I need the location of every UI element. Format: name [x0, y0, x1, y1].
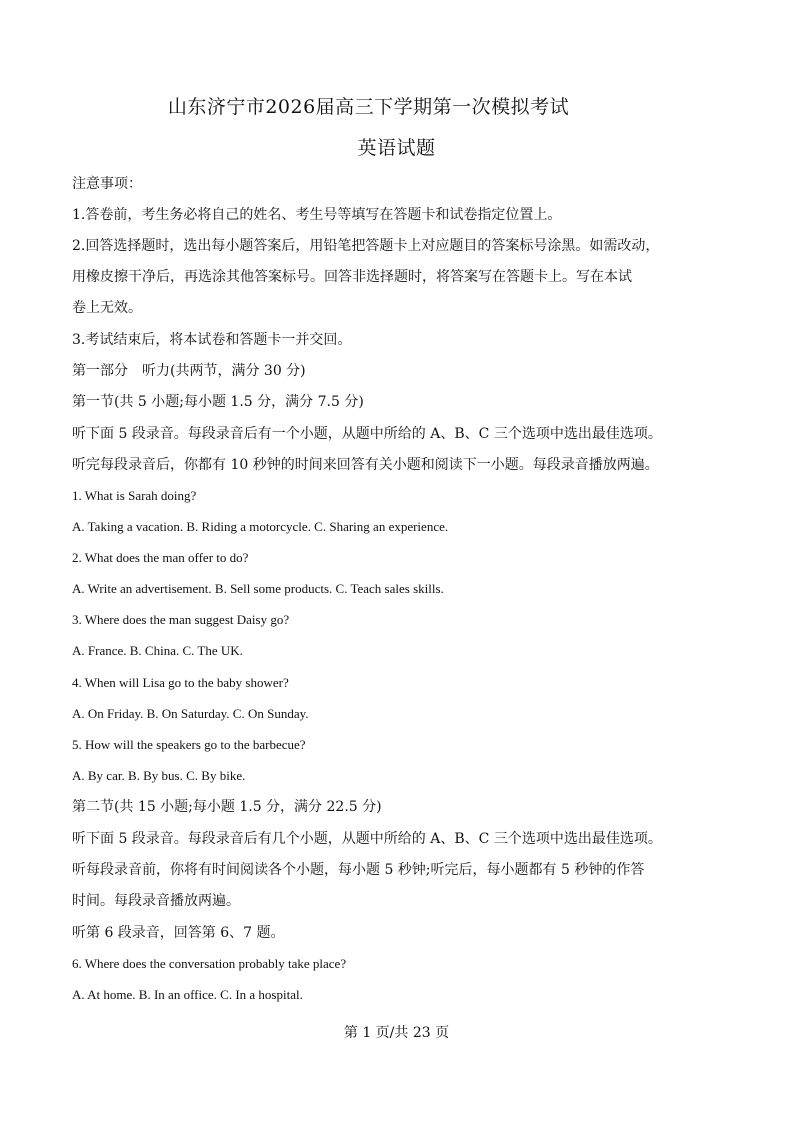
question-3: 3. Where does the man suggest Daisy go? — [72, 612, 290, 627]
section1-heading: 第一节(共 5 小题;每小题 1.5 分，满分 7.5 分) — [72, 394, 364, 410]
notice-heading: 注意事项： — [72, 176, 142, 192]
question-5: 5. How will the speakers go to the barbecue? — [72, 737, 306, 752]
page-footer: 第 1 页/共 23 页 — [343, 1025, 450, 1041]
section1-instructions-line-2: 听完每段录音后，你都有 10 秒钟的时间来回答有关小题和阅读下一小题。每段录音播放两遍。 — [72, 457, 659, 473]
question-1-options: A. Taking a vacation. B. Riding a motorcycle. C. Sharing an experience. — [72, 519, 449, 534]
notice-item-2-line-1: 2.回答选择题时，选出每小题答案后，用铅笔把答题卡上对应题目的答案标号涂黑。如需改动， — [72, 238, 660, 254]
question-4: 4. When will Lisa go to the baby shower? — [72, 675, 289, 690]
question-2: 2. What does the man offer to do? — [72, 550, 249, 565]
question-6: 6. Where does the conversation probably take place? — [72, 956, 347, 971]
notice-item-3: 3.考试结束后，将本试卷和答题卡一并交回。 — [72, 332, 352, 348]
exam-subtitle: 英语试题 — [357, 137, 436, 159]
notice-item-2-line-3: 卷上无效。 — [72, 300, 142, 316]
section2-instructions-line-3: 时间。每段录音播放两遍。 — [72, 893, 240, 909]
question-4-options: A. On Friday. B. On Saturday. C. On Sunday. — [72, 706, 309, 721]
question-3-options: A. France. B. China. C. The UK. — [72, 643, 243, 658]
notice-item-1: 1.答卷前，考生务必将自己的姓名、考生号等填写在答题卡和试卷指定位置上。 — [72, 207, 562, 223]
section2-instructions-line-1: 听下面 5 段录音。每段录音后有几个小题，从题中所给的 A、B、C 三个选项中选出最佳选项。 — [72, 831, 662, 847]
section2-heading: 第二节(共 15 小题;每小题 1.5 分，满分 22.5 分) — [72, 799, 382, 815]
question-6-options: A. At home. B. In an office. C. In a hospital. — [72, 987, 303, 1002]
question-2-options: A. Write an advertisement. B. Sell some products. C. Teach sales skills. — [72, 581, 444, 596]
section2-subheading: 听第 6 段录音，回答第 6、7 题。 — [72, 925, 285, 941]
notice-item-2-line-2: 用橡皮擦干净后，再选涂其他答案标号。回答非选择题时，将答案写在答题卡上。写在本试 — [72, 269, 632, 285]
section2-instructions-line-2: 听每段录音前，你将有时间阅读各个小题，每小题 5 秒钟;听完后，每小题都有 5 秒钟的作答 — [72, 862, 645, 878]
section1-instructions-line-1: 听下面 5 段录音。每段录音后有一个小题，从题中所给的 A、B、C 三个选项中选出最佳选项。 — [72, 426, 662, 442]
part1-heading: 第一部分 听力(共两节，满分 30 分) — [72, 363, 306, 379]
exam-title: 山东济宁市2026届高三下学期第一次模拟考试 — [167, 96, 570, 118]
question-1: 1. What is Sarah doing? — [72, 488, 197, 503]
question-5-options: A. By car. B. By bus. C. By bike. — [72, 768, 246, 783]
